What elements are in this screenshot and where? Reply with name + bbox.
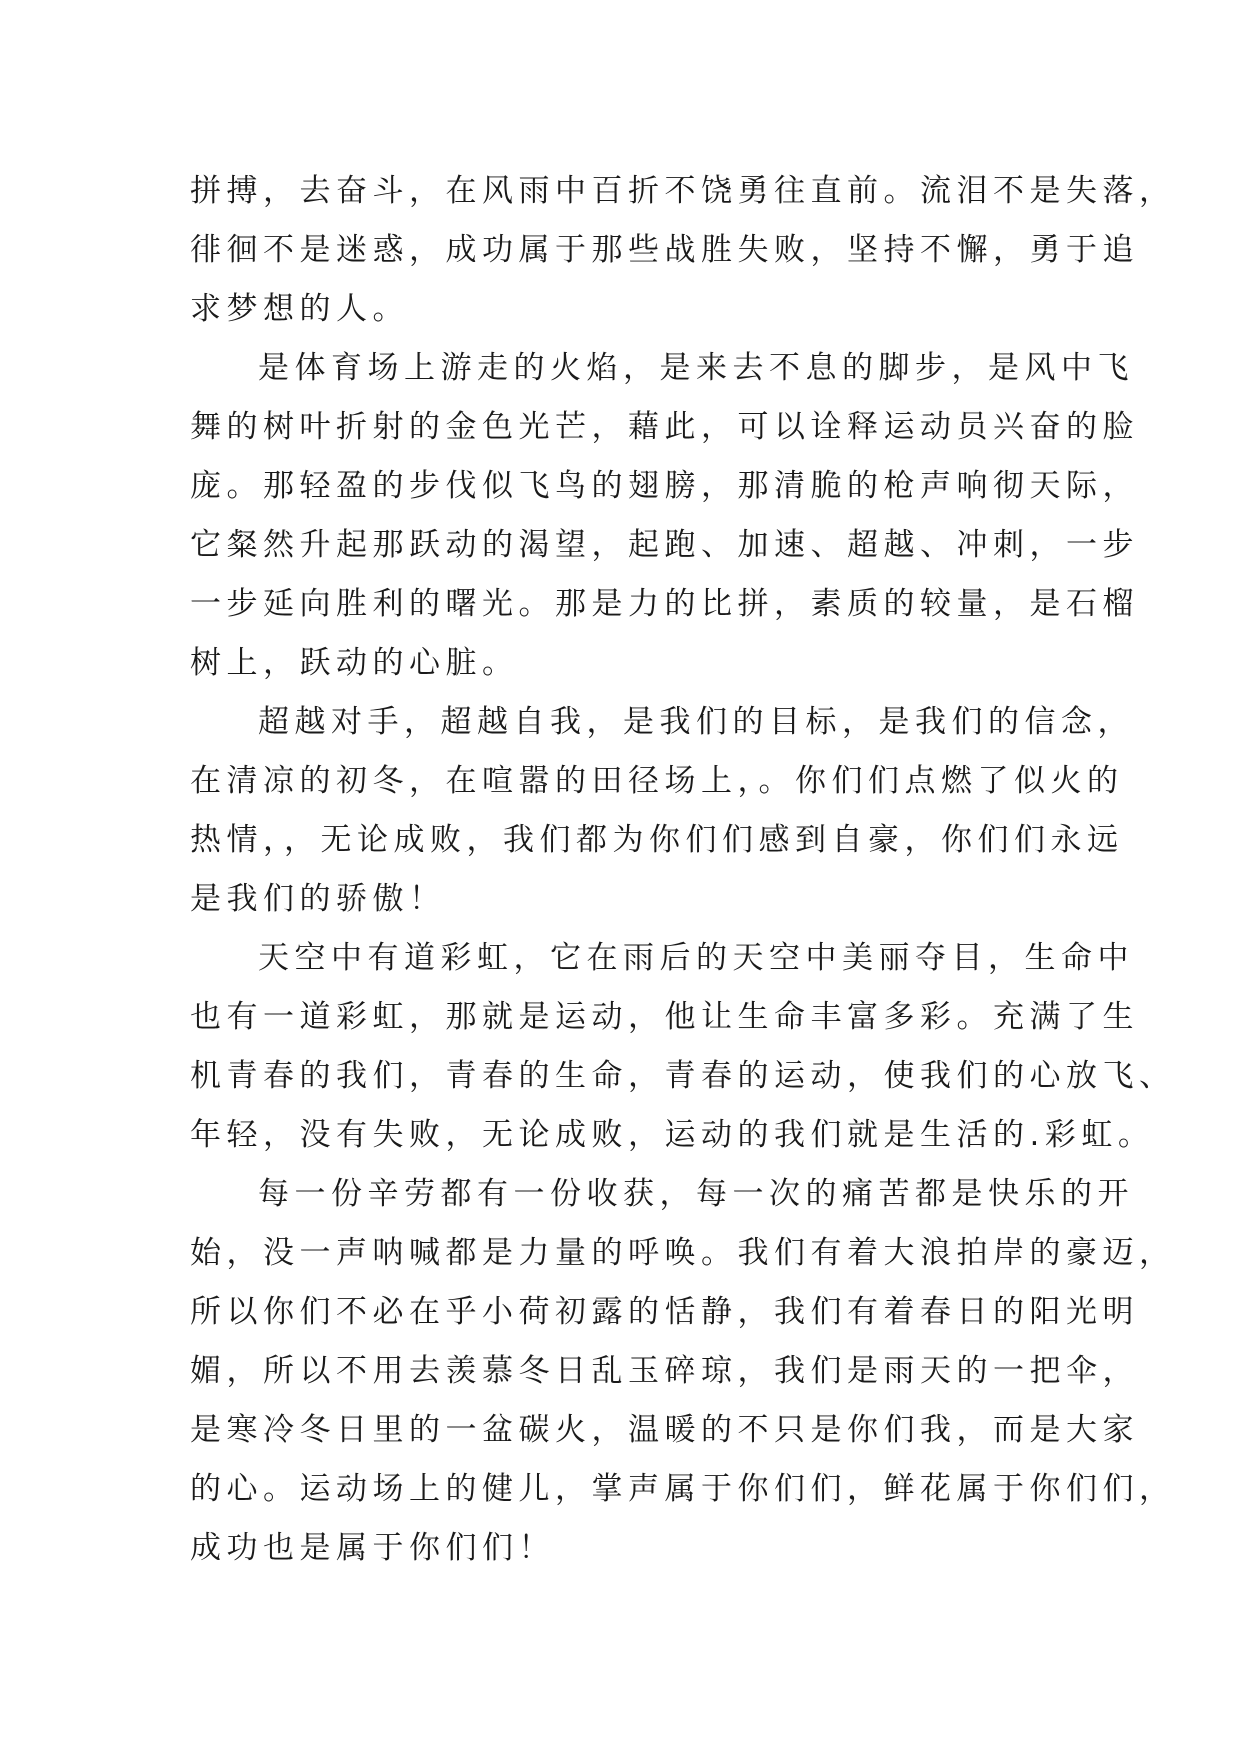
text-line: 是我们的骄傲！ (190, 881, 446, 917)
text-line: 庞。那轻盈的步伐似飞鸟的翅膀，那清脆的枪声响彻天际， (190, 468, 1139, 504)
text-line: 舞的树叶折射的金色光芒，藉此，可以诠释运动员兴奋的脸 (190, 409, 1139, 445)
text-line: 它粲然升起那跃动的渴望，起跑、加速、超越、冲刺，一步 (190, 527, 1139, 563)
text-line: 求梦想的人。 (190, 291, 409, 327)
text-line: 拼搏，去奋斗，在风雨中百折不饶勇往直前。流泪不是失落， (190, 173, 1176, 209)
text-line: 徘徊不是迷惑，成功属于那些战胜失败，坚持不懈，勇于追 (190, 232, 1139, 268)
text-line: 始，没一声呐喊都是力量的呼唤。我们有着大浪拍岸的豪迈， (190, 1235, 1176, 1271)
paragraph-first-line: 天空中有道彩虹，它在雨后的天空中美丽夺目，生命中 (258, 940, 1134, 976)
paragraph-first-line: 超越对手，超越自我，是我们的目标，是我们的信念， (258, 704, 1134, 740)
text-line: 成功也是属于你们们！ (190, 1530, 555, 1566)
text-line: 热情，，无论成败，我们都为你们们感到自豪，你们们永远 (190, 822, 1124, 858)
text-line: 机青春的我们，青春的生命，青春的运动，使我们的心放飞、 (190, 1058, 1176, 1094)
text-line: 在清凉的初冬，在喧嚣的田径场上，。你们们点燃了似火的 (190, 763, 1124, 799)
text-line: 是寒冷冬日里的一盆碳火，温暖的不只是你们我，而是大家 (190, 1412, 1139, 1448)
text-line: 所以你们不必在乎小荷初露的恬静，我们有着春日的阳光明 (190, 1294, 1139, 1330)
document-body (190, 162, 1176, 1578)
paragraph-first-line: 是体育场上游走的火焰，是来去不息的脚步，是风中飞 (258, 350, 1134, 386)
text-line: 树上，跃动的心脏。 (190, 645, 519, 681)
paragraph-first-line: 每一份辛劳都有一份收获，每一次的痛苦都是快乐的开 (258, 1176, 1134, 1212)
text-line: 一步延向胜利的曙光。那是力的比拼，素质的较量，是石榴 (190, 586, 1139, 622)
text-line: 年轻，没有失败，无论成败，运动的我们就是生活的.彩虹。 (190, 1117, 1155, 1153)
text-line: 的心。运动场上的健儿，掌声属于你们们，鲜花属于你们们， (190, 1471, 1176, 1507)
text-line: 媚，所以不用去羡慕冬日乱玉碎琼，我们是雨天的一把伞， (190, 1353, 1139, 1389)
text-line: 也有一道彩虹，那就是运动，他让生命丰富多彩。充满了生 (190, 999, 1139, 1035)
